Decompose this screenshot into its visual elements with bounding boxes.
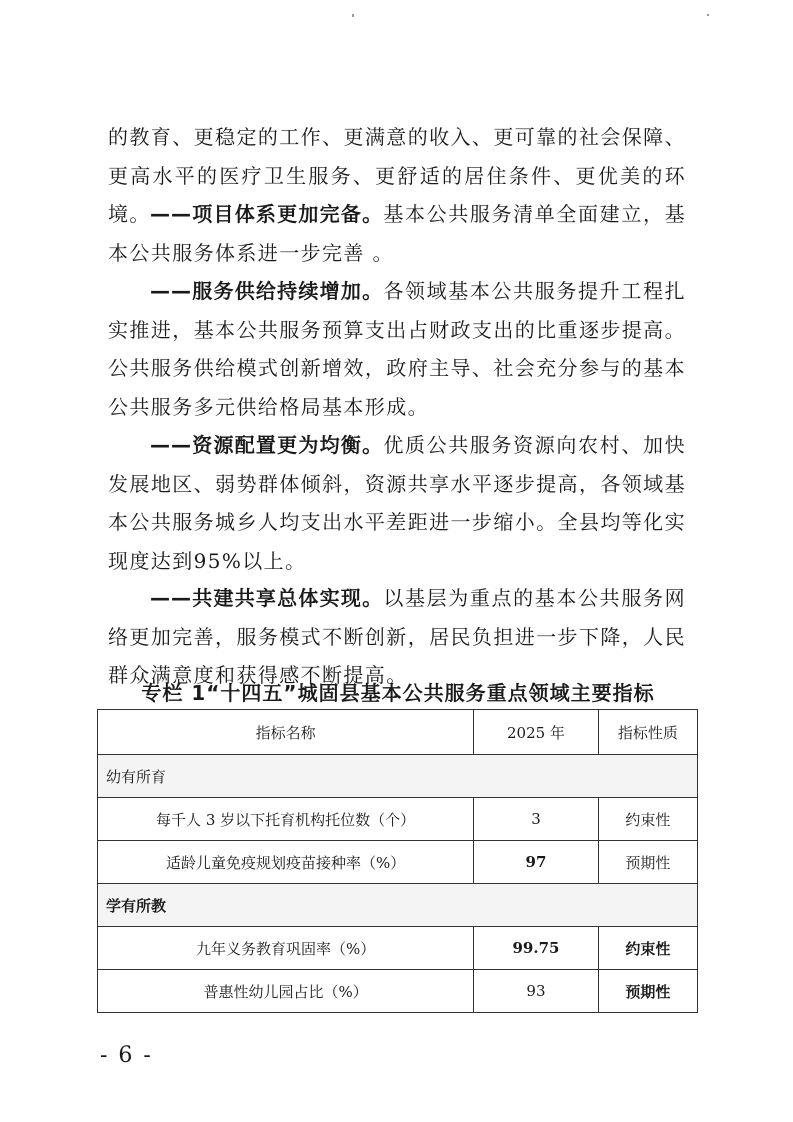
- indicator-name: 普惠性幼儿园占比（%）: [98, 970, 474, 1013]
- table-row: [98, 970, 698, 1013]
- indicator-nature: 约束性: [598, 798, 697, 841]
- section-row: [98, 755, 698, 798]
- table-row: [98, 841, 698, 884]
- table-row: [98, 927, 698, 970]
- indicator-nature: 预期性: [598, 970, 697, 1013]
- indicator-table: [97, 709, 698, 1013]
- indicator-name: 九年义务教育巩固率（%）: [98, 927, 474, 970]
- section-title: 学有所教: [98, 884, 698, 927]
- indicator-name: 每千人 3 岁以下托育机构托位数（个）: [98, 798, 474, 841]
- indicator-value: 97: [474, 841, 599, 884]
- paragraph-5-lead: ——共建共享总体实现。: [150, 586, 384, 610]
- page-number: - 6 -: [100, 1043, 153, 1068]
- section-title: 幼有所育: [98, 755, 698, 798]
- paragraph-4-text: 优质公共服务资源向农村、加快发展地区、弱势群体倾斜，资源共享水平逐步提高，各领域基本公共服务城乡人均支出水平差距进一步缩小。全县均等化实现度达到95%以上。: [108, 433, 686, 573]
- paragraph-5-text: 以基层为重点的基本公共服务网络更加完善，服务模式不断创新，居民负担进一步下降，人民群众满意度和获得感不断提高。: [108, 586, 686, 687]
- paragraph-3-lead: ——服务供给持续增加。: [150, 279, 384, 303]
- indicator-value: 99.75: [474, 927, 599, 970]
- indicator-nature: 预期性: [598, 841, 697, 884]
- indicator-name: 适龄儿童免疫规划疫苗接种率（%）: [98, 841, 474, 884]
- scan-speck: [352, 14, 354, 17]
- table-row: [98, 798, 698, 841]
- paragraph-4: [108, 426, 686, 580]
- paragraph-3-text: 各领域基本公共服务提升工程扎实推进，基本公共服务预算支出占财政支出的比重逐步提高。公共服务供给模式创新增效，政府主导、社会充分参与的基本公共服务多元供给格局基本形成。: [108, 279, 686, 419]
- paragraph-2-text: 基本公共服务清单全面建立，基本公共服务体系进一步完善 。: [108, 202, 686, 265]
- header-nature: 指标性质: [598, 710, 697, 755]
- paragraph-4-lead: ——资源配置更为均衡。: [150, 433, 384, 457]
- header-name: 指标名称: [98, 710, 474, 755]
- section-row: [98, 884, 698, 927]
- scan-speck: [707, 14, 709, 16]
- indicator-value: 93: [474, 970, 599, 1013]
- indicator-nature: 约束性: [598, 927, 697, 970]
- indicator-value: 3: [474, 798, 599, 841]
- paragraph-2-lead: ——项目体系更加完备。: [150, 202, 384, 226]
- table-caption: 专栏 1“十四五”城固县基本公共服务重点领域主要指标: [141, 681, 655, 705]
- paragraph-1-text: 的教育、更稳定的工作、更满意的收入、更可靠的社会保障、更高水平的医疗卫生服务、更舒适的居住条件、更优美的环境。: [108, 125, 686, 226]
- header-year: 2025 年: [474, 710, 599, 755]
- table-header-row: [98, 710, 698, 755]
- paragraph-2: [108, 195, 686, 272]
- paragraph-3: [108, 272, 686, 426]
